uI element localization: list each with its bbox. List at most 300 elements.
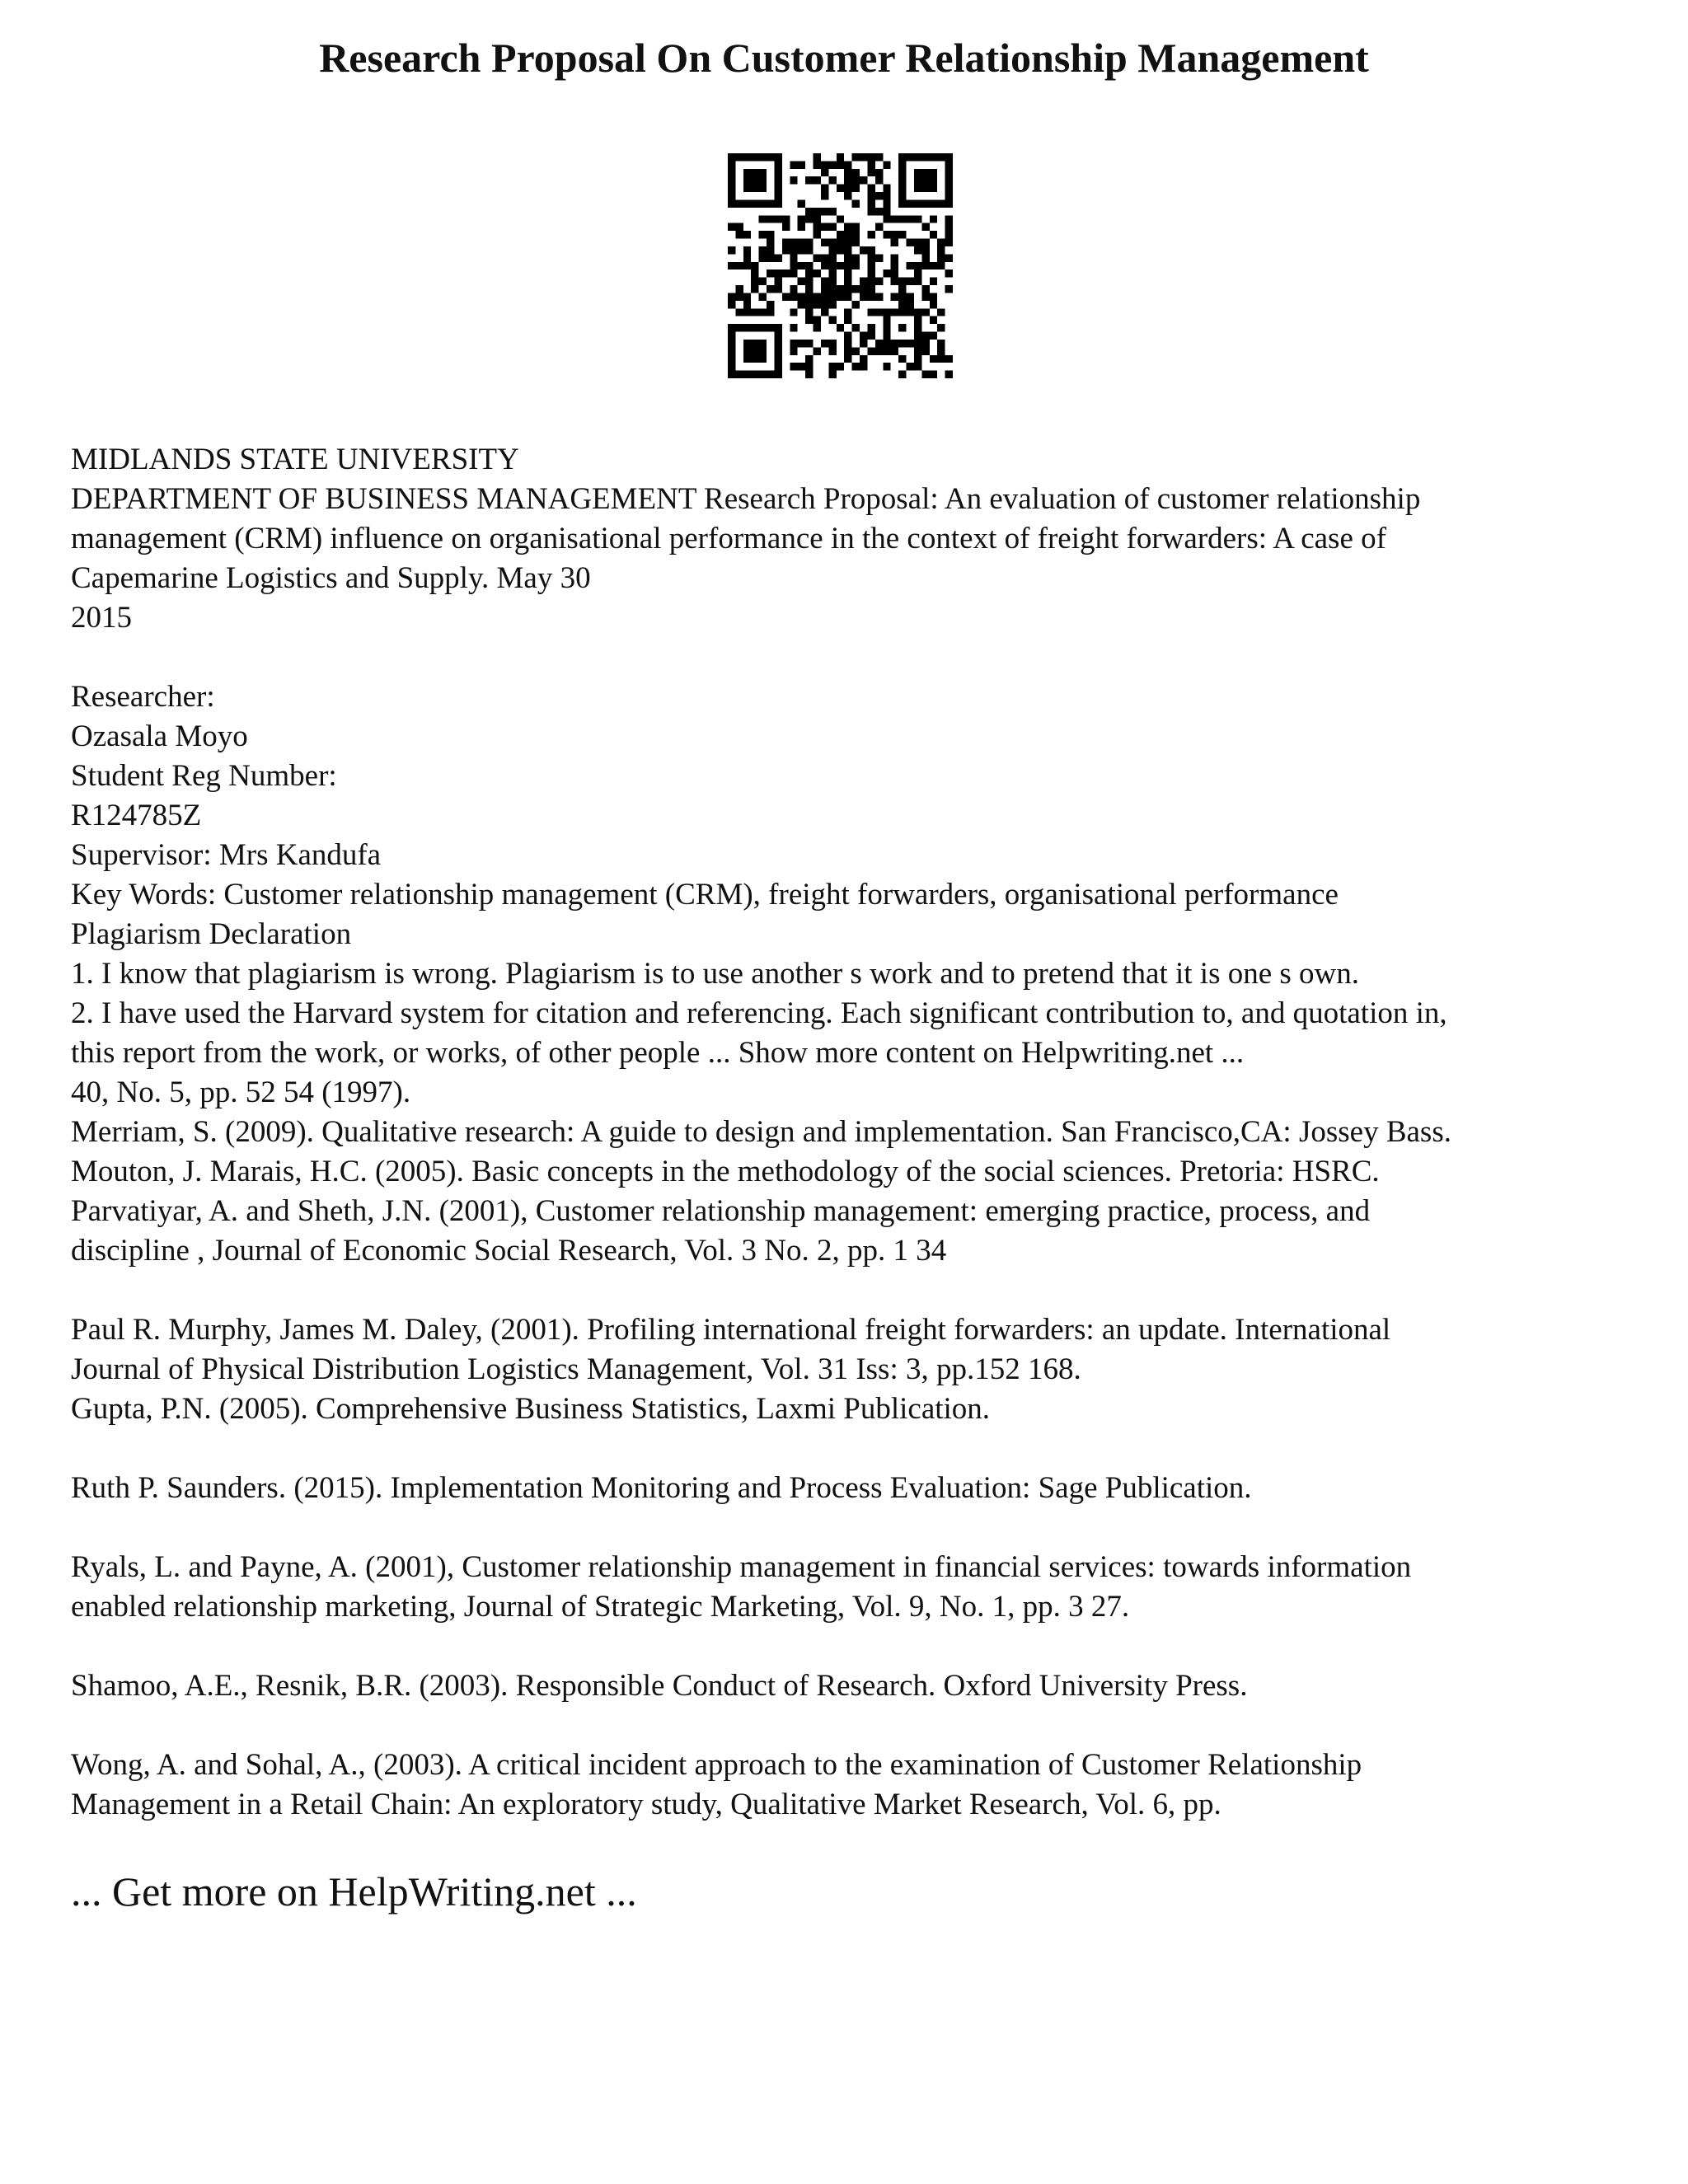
qr-module (867, 231, 874, 238)
qr-module (930, 278, 937, 285)
text-line: Ryals, L. and Payne, A. (2001), Customer relationship management in financial services: towards information (71, 1550, 1412, 1584)
qr-module (743, 169, 751, 176)
text-line: DEPARTMENT OF BUSINESS MANAGEMENT Research Proposal: An evaluation of customer relationship (71, 482, 1421, 516)
qr-module (898, 340, 906, 347)
qr-module (743, 176, 751, 184)
qr-module (852, 199, 860, 207)
qr-module (852, 324, 860, 331)
qr-module (891, 340, 898, 347)
qr-module (883, 215, 890, 223)
qr-module (907, 215, 914, 223)
qr-module (883, 161, 890, 168)
document-title: Research Proposal On Customer Relationship Management (319, 35, 1369, 81)
qr-module (821, 169, 828, 176)
qr-module (743, 153, 751, 161)
qr-module (728, 185, 735, 192)
qr-module (875, 293, 883, 300)
qr-module (852, 153, 860, 161)
qr-module (844, 316, 851, 324)
qr-module (805, 208, 813, 215)
qr-module (743, 254, 751, 261)
qr-module (735, 308, 743, 316)
qr-module (860, 293, 867, 300)
qr-module (774, 199, 781, 207)
qr-module (790, 246, 797, 254)
qr-module (898, 355, 906, 363)
qr-module (844, 308, 851, 316)
qr-module (743, 340, 751, 347)
text-line: Key Words: Customer relationship management (CRM), freight forwarders, organisational performance (71, 878, 1339, 912)
text-line: Gupta, P.N. (2005). Comprehensive Business Statistics, Laxmi Publication. (71, 1392, 991, 1426)
qr-module (898, 285, 906, 293)
qr-module (759, 371, 767, 378)
qr-module (837, 231, 844, 238)
qr-module (898, 308, 906, 316)
qr-code-image (728, 153, 953, 378)
qr-module (852, 169, 860, 176)
qr-module (798, 223, 805, 231)
qr-module (837, 293, 844, 300)
qr-module (907, 278, 914, 285)
qr-module (907, 262, 914, 269)
qr-module (844, 231, 851, 238)
qr-module (930, 199, 937, 207)
qr-module (867, 278, 874, 285)
qr-module (821, 192, 828, 199)
qr-module (728, 324, 735, 331)
qr-module (743, 324, 751, 331)
qr-module (821, 308, 828, 316)
qr-module (728, 246, 735, 254)
qr-module (767, 308, 774, 316)
text-line: MIDLANDS STATE UNIVERSITY (71, 443, 519, 476)
qr-module (821, 208, 828, 215)
qr-module (914, 199, 921, 207)
qr-module (774, 278, 781, 285)
qr-module (907, 340, 914, 347)
text-line: Shamoo, A.E., Resnik, B.R. (2003). Responsible Conduct of Research. Oxford University Press. (71, 1669, 1248, 1703)
qr-module (774, 371, 781, 378)
qr-module (790, 363, 797, 370)
qr-module (907, 153, 914, 161)
qr-module (852, 185, 860, 192)
qr-module (852, 285, 860, 293)
qr-module (852, 301, 860, 308)
qr-module (867, 254, 874, 261)
text-line: discipline , Journal of Economic Social Research, Vol. 3 No. 2, pp. 1 34 (71, 1234, 947, 1268)
qr-module (891, 231, 898, 238)
qr-module (751, 153, 758, 161)
qr-module (921, 293, 929, 300)
qr-module (930, 301, 937, 308)
qr-module (767, 246, 774, 254)
qr-module (867, 269, 874, 277)
qr-module (860, 340, 867, 347)
qr-module (821, 293, 828, 300)
qr-module (852, 347, 860, 354)
qr-module (814, 269, 821, 277)
qr-module (751, 308, 758, 316)
qr-module (852, 363, 860, 370)
qr-module (921, 199, 929, 207)
qr-module (821, 185, 828, 192)
qr-module (805, 278, 813, 285)
text-line: R124785Z (71, 799, 202, 832)
qr-module (898, 161, 906, 168)
qr-module (743, 199, 751, 207)
qr-module (743, 347, 751, 354)
qr-module (828, 262, 836, 269)
qr-module (914, 185, 921, 192)
qr-module (828, 285, 836, 293)
qr-module (805, 246, 813, 254)
qr-module (921, 239, 929, 246)
qr-module (767, 254, 774, 261)
qr-module (937, 324, 945, 331)
qr-module (883, 340, 890, 347)
qr-module (751, 185, 758, 192)
qr-module (828, 293, 836, 300)
qr-module (937, 254, 945, 261)
qr-module (930, 371, 937, 378)
qr-module (743, 293, 751, 300)
qr-module (867, 246, 874, 254)
qr-module (898, 192, 906, 199)
text-line: Paul R. Murphy, James M. Daley, (2001). Profiling international freight forwarders: an update. International (71, 1313, 1391, 1347)
qr-module (743, 371, 751, 378)
qr-module (844, 246, 851, 254)
qr-module (805, 301, 813, 308)
qr-module (860, 355, 867, 363)
qr-module (759, 185, 767, 192)
qr-module (805, 355, 813, 363)
qr-module (891, 254, 898, 261)
qr-module (930, 185, 937, 192)
qr-module (798, 199, 805, 207)
qr-module (728, 153, 735, 161)
qr-module (898, 371, 906, 378)
qr-module (852, 262, 860, 269)
qr-module (774, 176, 781, 184)
text-line: 2. I have used the Harvard system for citation and referencing. Each significant contribution to, and quotation in, (71, 996, 1447, 1030)
qr-module (798, 215, 805, 223)
qr-module (814, 293, 821, 300)
qr-module (937, 308, 945, 316)
qr-module (914, 324, 921, 331)
qr-module (860, 153, 867, 161)
qr-module (774, 355, 781, 363)
qr-module (867, 324, 874, 331)
qr-code (728, 153, 953, 378)
qr-module (867, 153, 874, 161)
get-more-link[interactable]: ... Get more on HelpWriting.net ... (71, 1868, 637, 1915)
qr-module (805, 285, 813, 293)
qr-module (860, 363, 867, 370)
qr-module (945, 192, 953, 199)
qr-module (759, 347, 767, 354)
qr-module (867, 332, 874, 340)
qr-module (852, 239, 860, 246)
qr-module (790, 293, 797, 300)
qr-module (914, 347, 921, 354)
qr-module (914, 269, 921, 277)
qr-module (867, 285, 874, 293)
qr-module (844, 285, 851, 293)
qr-module (774, 161, 781, 168)
text-line: Merriam, S. (2009). Qualitative research: A guide to design and implementation. San Francisco,CA: Jossey Bass. (71, 1115, 1451, 1149)
qr-module (844, 355, 851, 363)
qr-module (728, 161, 735, 168)
qr-module (898, 176, 906, 184)
qr-module (728, 332, 735, 340)
qr-module (837, 363, 844, 370)
qr-module (914, 332, 921, 340)
qr-module (805, 371, 813, 378)
qr-module (945, 169, 953, 176)
qr-module (914, 363, 921, 370)
qr-module (844, 192, 851, 199)
qr-module (930, 316, 937, 324)
qr-module (759, 324, 767, 331)
qr-module (751, 199, 758, 207)
paragraph-gap (71, 1627, 1637, 1666)
qr-module (844, 185, 851, 192)
qr-module (852, 254, 860, 261)
paragraph-gap (71, 1706, 1637, 1746)
qr-module (837, 239, 844, 246)
qr-module (875, 308, 883, 316)
qr-module (945, 223, 953, 231)
qr-module (921, 185, 929, 192)
qr-module (743, 355, 751, 363)
qr-module (798, 340, 805, 347)
qr-module (867, 185, 874, 192)
qr-module (867, 262, 874, 269)
qr-module (844, 278, 851, 285)
qr-module (844, 347, 851, 354)
qr-module (728, 363, 735, 370)
qr-module (767, 269, 774, 277)
qr-module (798, 246, 805, 254)
qr-module (798, 301, 805, 308)
qr-module (805, 176, 813, 184)
qr-module (814, 208, 821, 215)
qr-module (883, 308, 890, 316)
qr-module (728, 340, 735, 347)
qr-module (790, 285, 797, 293)
qr-module (914, 239, 921, 246)
qr-module (728, 176, 735, 184)
qr-module (921, 308, 929, 316)
qr-module (860, 278, 867, 285)
qr-module (898, 278, 906, 285)
qr-module (728, 192, 735, 199)
qr-module (914, 316, 921, 324)
qr-module (883, 199, 890, 207)
qr-module (743, 185, 751, 192)
qr-module (828, 223, 836, 231)
qr-module (828, 347, 836, 354)
qr-module (921, 223, 929, 231)
qr-module (883, 231, 890, 238)
qr-module (921, 332, 929, 340)
qr-module (751, 169, 758, 176)
qr-module (937, 153, 945, 161)
qr-module (945, 215, 953, 223)
qr-module (891, 293, 898, 300)
text-line: Ozasala Moyo (71, 719, 248, 753)
qr-module (790, 239, 797, 246)
paragraph-gap (71, 638, 1637, 677)
qr-module (907, 301, 914, 308)
text-line: Wong, A. and Sohal, A., (2003). A critical incident approach to the examination of Customer Relationship (71, 1748, 1362, 1782)
qr-module (759, 246, 767, 254)
qr-module (883, 208, 890, 215)
qr-module (930, 153, 937, 161)
qr-module (930, 332, 937, 340)
qr-module (844, 176, 851, 184)
qr-module (782, 215, 790, 223)
qr-module (735, 324, 743, 331)
qr-module (837, 262, 844, 269)
qr-module (759, 153, 767, 161)
qr-module (782, 269, 790, 277)
qr-module (930, 215, 937, 223)
qr-module (790, 340, 797, 347)
qr-module (930, 355, 937, 363)
qr-module (867, 192, 874, 199)
qr-module (759, 308, 767, 316)
qr-module (774, 332, 781, 340)
qr-module (774, 169, 781, 176)
qr-module (945, 153, 953, 161)
qr-module (883, 347, 890, 354)
qr-module (828, 246, 836, 254)
qr-module (883, 269, 890, 277)
qr-module (759, 293, 767, 300)
qr-module (828, 239, 836, 246)
qr-module (945, 239, 953, 246)
qr-module (735, 223, 743, 231)
qr-module (844, 332, 851, 340)
qr-module (728, 355, 735, 363)
text-line: Plagiarism Declaration (71, 917, 352, 951)
qr-module (743, 231, 751, 238)
qr-module (898, 293, 906, 300)
qr-module (751, 176, 758, 184)
qr-module (790, 347, 797, 354)
qr-module (821, 223, 828, 231)
qr-module (814, 347, 821, 354)
qr-module (844, 262, 851, 269)
qr-module (837, 285, 844, 293)
qr-module (782, 239, 790, 246)
qr-module (767, 371, 774, 378)
qr-module (891, 215, 898, 223)
qr-module (930, 262, 937, 269)
qr-module (875, 153, 883, 161)
qr-module (875, 254, 883, 261)
qr-module (945, 176, 953, 184)
text-line: management (CRM) influence on organisational performance in the context of freight forwarders: A case of (71, 522, 1386, 555)
qr-module (743, 246, 751, 254)
qr-module (814, 231, 821, 238)
qr-module (844, 169, 851, 176)
qr-module (774, 185, 781, 192)
qr-module (867, 308, 874, 316)
qr-module (921, 169, 929, 176)
qr-module (883, 363, 890, 370)
qr-module (728, 169, 735, 176)
qr-module (828, 254, 836, 261)
text-line: Student Reg Number: (71, 759, 337, 793)
qr-module (798, 363, 805, 370)
qr-module (921, 176, 929, 184)
qr-module (790, 161, 797, 168)
qr-module (875, 176, 883, 184)
qr-module (774, 254, 781, 261)
text-line: Mouton, J. Marais, H.C. (2005). Basic concepts in the methodology of the social sciences. Pretoria: HSRC. (71, 1155, 1380, 1188)
qr-module (937, 239, 945, 246)
qr-module (883, 316, 890, 324)
qr-module (751, 269, 758, 277)
qr-module (728, 262, 735, 269)
qr-module (828, 340, 836, 347)
text-line: 40, No. 5, pp. 52 54 (1997). (71, 1076, 411, 1109)
qr-module (914, 278, 921, 285)
qr-module (798, 293, 805, 300)
qr-module (907, 308, 914, 316)
qr-module (759, 355, 767, 363)
qr-module (837, 161, 844, 168)
qr-module (875, 347, 883, 354)
qr-module (814, 153, 821, 161)
text-line: Supervisor: Mrs Kandufa (71, 838, 382, 872)
qr-module (937, 246, 945, 254)
qr-module (767, 285, 774, 293)
qr-module (790, 262, 797, 269)
qr-module (814, 254, 821, 261)
qr-module (814, 324, 821, 331)
qr-module (774, 347, 781, 354)
qr-module (767, 215, 774, 223)
qr-module (907, 293, 914, 300)
qr-module (860, 285, 867, 293)
qr-module (867, 161, 874, 168)
qr-module (759, 340, 767, 347)
qr-module (860, 176, 867, 184)
qr-module (930, 176, 937, 184)
qr-module (821, 278, 828, 285)
qr-module (735, 199, 743, 207)
qr-module (767, 153, 774, 161)
qr-module (782, 246, 790, 254)
qr-module (852, 176, 860, 184)
qr-module (828, 278, 836, 285)
qr-module (828, 363, 836, 370)
qr-module (735, 293, 743, 300)
qr-module (805, 269, 813, 277)
qr-module (759, 199, 767, 207)
qr-module (743, 262, 751, 269)
qr-module (759, 215, 767, 223)
text-line: Capemarine Logistics and Supply. May 30 (71, 561, 591, 595)
qr-module (743, 308, 751, 316)
qr-module (891, 239, 898, 246)
qr-module (837, 185, 844, 192)
qr-module (945, 285, 953, 293)
qr-module (883, 192, 890, 199)
